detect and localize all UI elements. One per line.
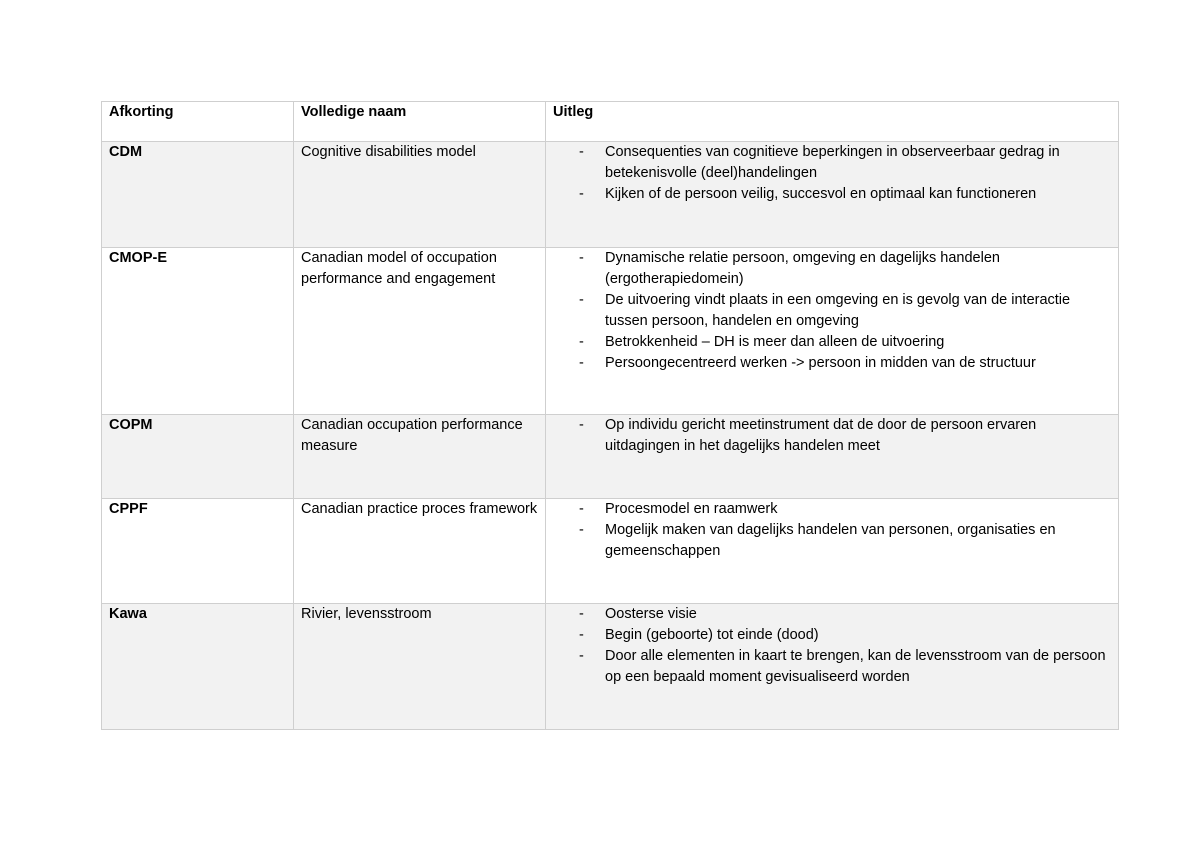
explanation-cell [546, 142, 1119, 248]
list-item: - Procesmodel en raamwerk [605, 499, 1112, 520]
abbreviation-cell: CPPF [102, 499, 294, 604]
full-name-cell: Canadian occupation performance measure [294, 415, 546, 499]
abbreviation-cell: CMOP-E [102, 248, 294, 415]
abbreviation-table [101, 101, 1119, 730]
header-cell-afkorting: Afkorting [102, 102, 294, 142]
explanation-list [553, 499, 1112, 562]
abbreviation-cell: COPM [102, 415, 294, 499]
explanation-list [553, 415, 1112, 457]
list-item: - Consequenties van cognitieve beperkingen in observeerbaar gedrag in betekenisvolle (deel)handelingen [605, 142, 1112, 184]
full-name-cell: Rivier, levensstroom [294, 604, 546, 730]
full-name-cell: Canadian model of occupation performance and engagement [294, 248, 546, 415]
list-item: - Mogelijk maken van dagelijks handelen van personen, organisaties en gemeenschappen [605, 520, 1112, 562]
list-item: - Betrokkenheid – DH is meer dan alleen de uitvoering [605, 332, 1112, 353]
explanation-cell [546, 499, 1119, 604]
table-row [102, 415, 1119, 499]
explanation-cell [546, 415, 1119, 499]
table-row [102, 142, 1119, 248]
table-header-row [102, 102, 1119, 142]
explanation-list [553, 604, 1112, 688]
list-item: - Begin (geboorte) tot einde (dood) [605, 625, 1112, 646]
header-cell-volledige-naam: Volledige naam [294, 102, 546, 142]
explanation-cell [546, 248, 1119, 415]
table-row [102, 499, 1119, 604]
header-cell-uitleg: Uitleg [546, 102, 1119, 142]
list-item: - Kijken of de persoon veilig, succesvol en optimaal kan functioneren [605, 184, 1112, 205]
list-item: - Persoongecentreerd werken -> persoon in midden van de structuur [605, 353, 1112, 374]
explanation-cell [546, 604, 1119, 730]
table-row [102, 248, 1119, 415]
explanation-list [553, 248, 1112, 374]
list-item: - Dynamische relatie persoon, omgeving en dagelijks handelen (ergotherapiedomein) [605, 248, 1112, 290]
full-name-cell: Canadian practice proces framework [294, 499, 546, 604]
explanation-list [553, 142, 1112, 205]
list-item: - De uitvoering vindt plaats in een omgeving en is gevolg van de interactie tussen persoon, handelen en omgeving [605, 290, 1112, 332]
list-item: - Op individu gericht meetinstrument dat de door de persoon ervaren uitdagingen in het dagelijks handelen meet [605, 415, 1112, 457]
list-item: - Door alle elementen in kaart te brengen, kan de levensstroom van de persoon op een bepaald moment gevisualiseerd worden [605, 646, 1112, 688]
full-name-cell: Cognitive disabilities model [294, 142, 546, 248]
list-item: - Oosterse visie [605, 604, 1112, 625]
table-row [102, 604, 1119, 730]
abbreviation-cell: CDM [102, 142, 294, 248]
abbreviation-cell: Kawa [102, 604, 294, 730]
